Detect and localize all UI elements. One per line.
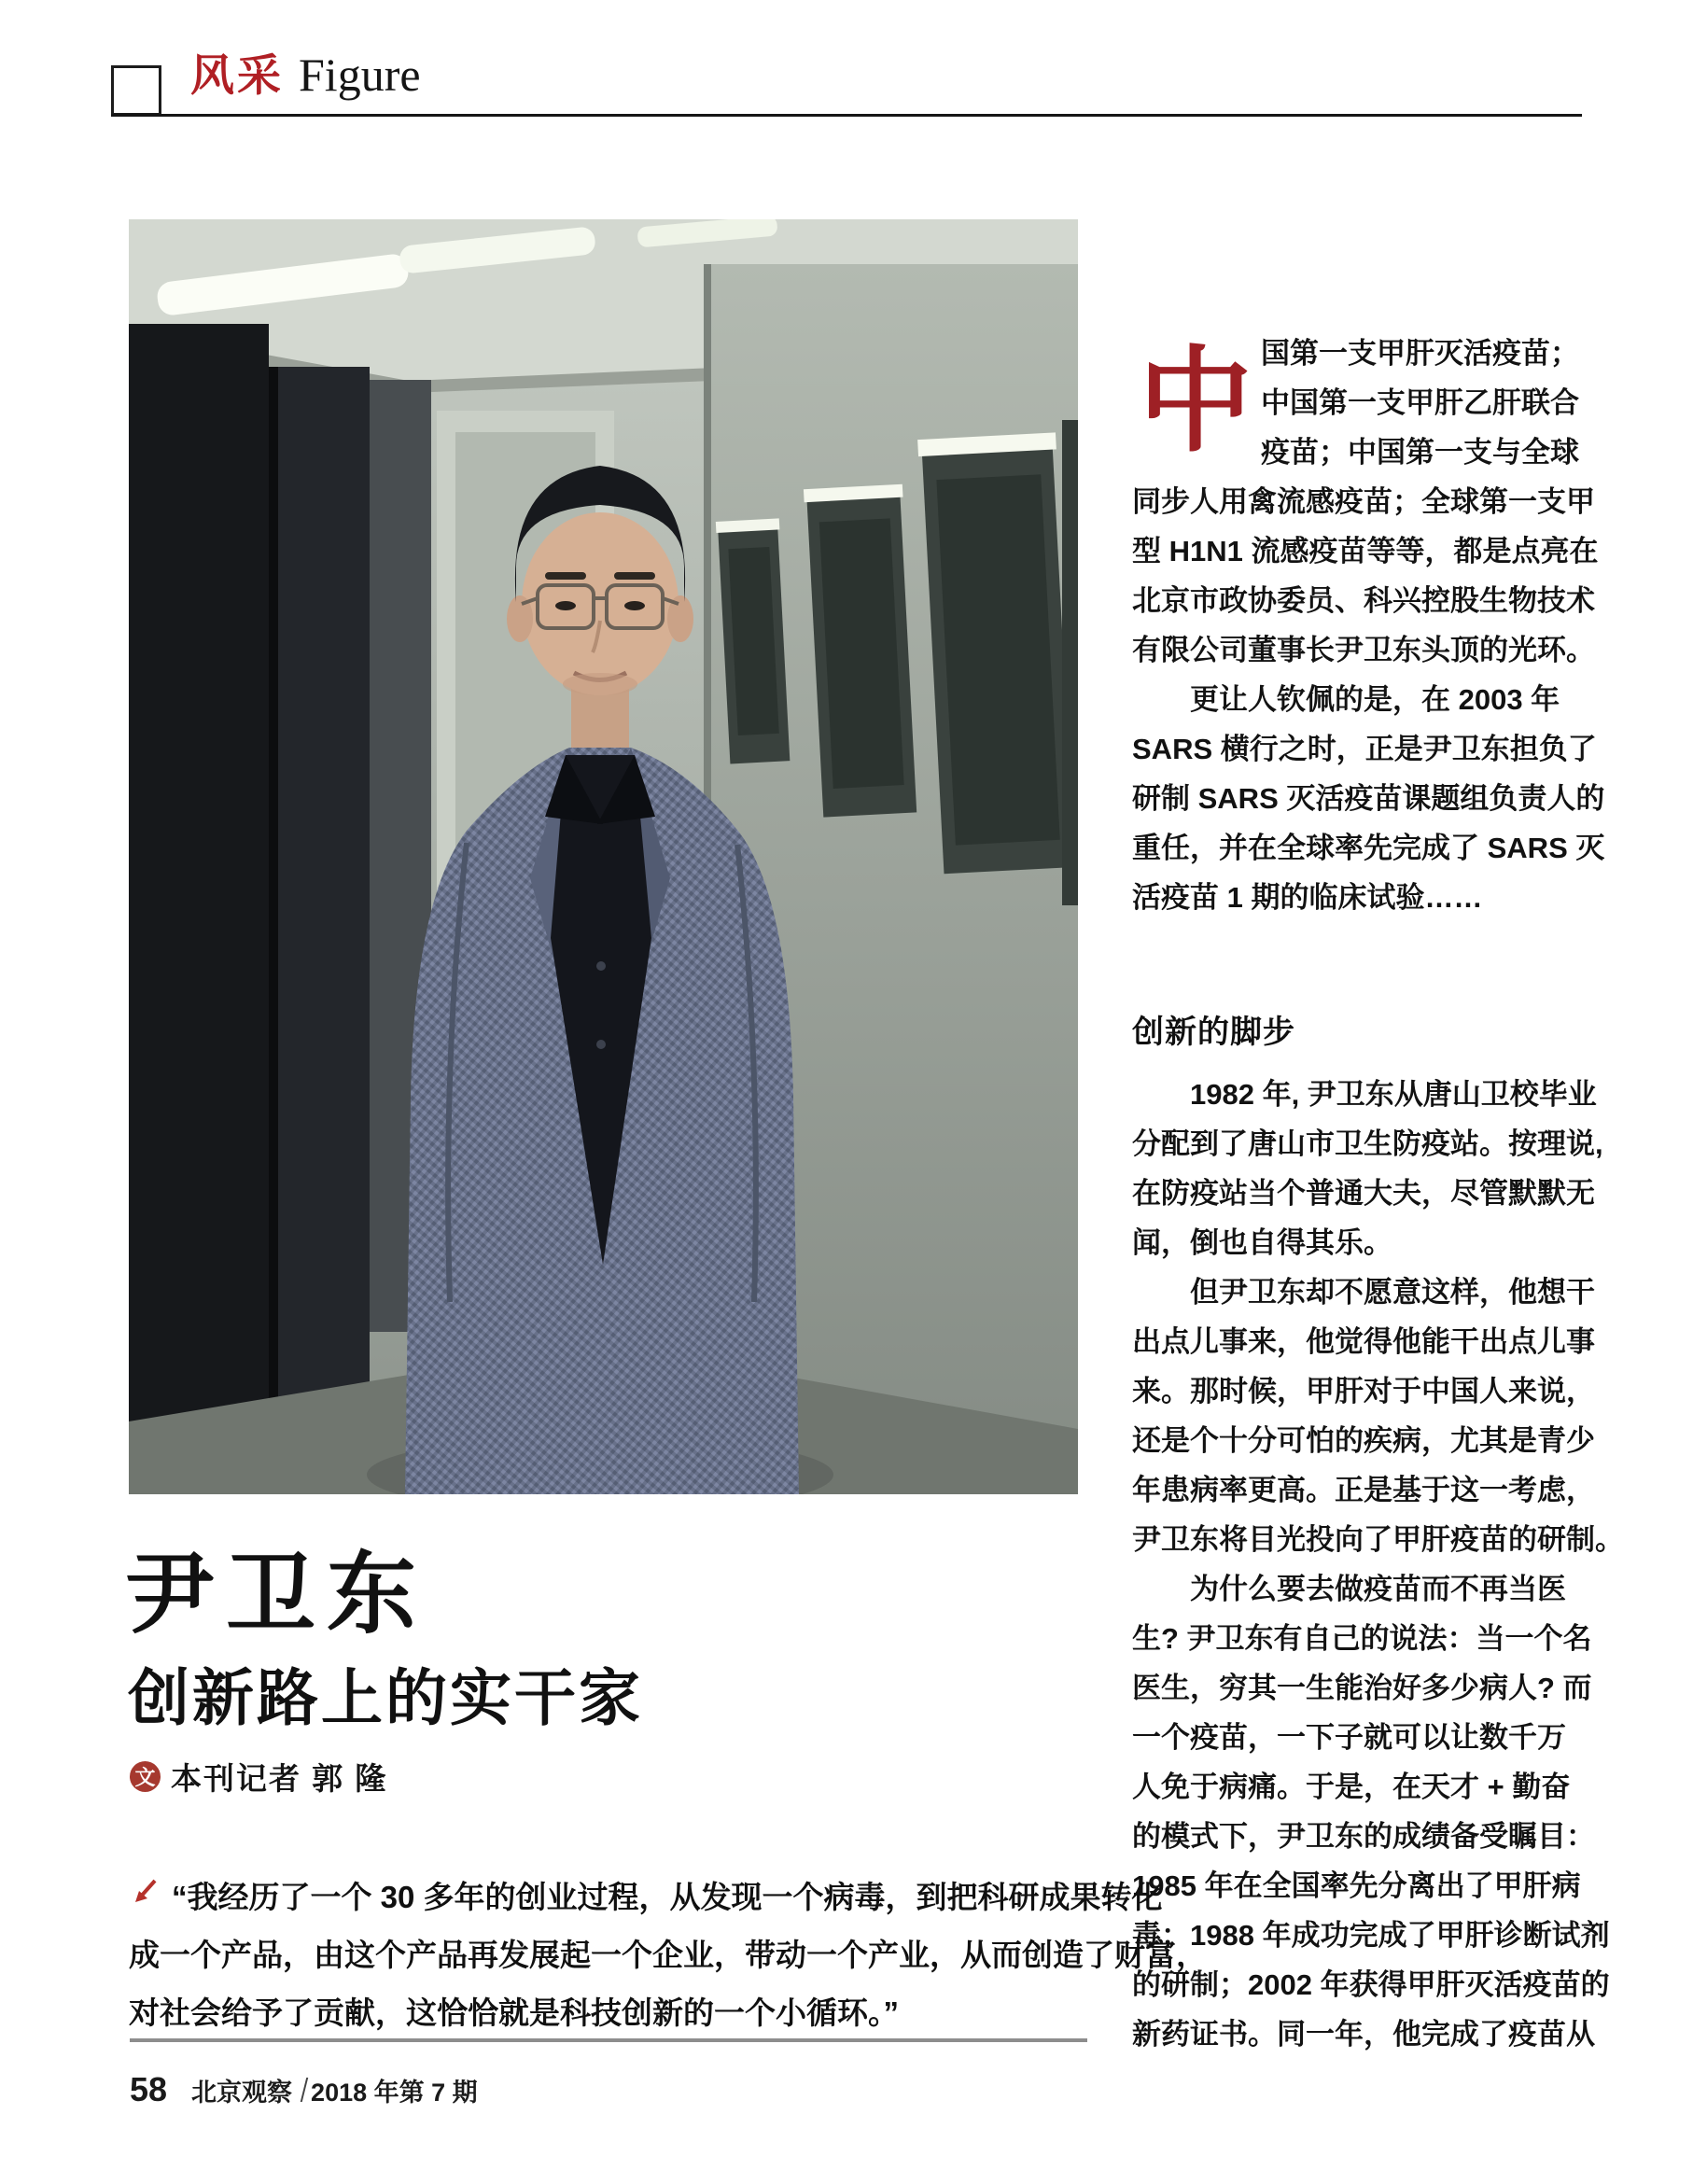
body-text-line: 毒；1988 年成功完成了甲肝诊断试剂: [1132, 1919, 1610, 1952]
intro-text-line: 北京市政协委员、科兴控股生物技术: [1132, 584, 1595, 617]
body-text-line: 的模式下，尹卫东的成绩备受瞩目：: [1132, 1820, 1595, 1853]
intro-text-line: 重任，并在全球率先完成了 SARS 灭: [1132, 832, 1605, 864]
intro-text-line: 研制 SARS 灭活疫苗课题组负责人的: [1132, 782, 1605, 815]
body-text-line: 尹卫东将目光投向了甲肝疫苗的研制。: [1132, 1523, 1624, 1556]
intro-text-line: 更让人钦佩的是，在 2003 年: [1132, 683, 1560, 716]
intro-text-line: SARS 横行之时，正是尹卫东担负了: [1132, 733, 1597, 765]
byline-wen-icon: 文: [130, 1761, 161, 1792]
body-text-line: 年患病率更高。正是基于这一考虑，: [1132, 1474, 1595, 1506]
intro-text-line: 中国第一支甲肝乙肝联合: [1261, 386, 1579, 419]
body-text-line: 的研制；2002 年获得甲肝灭活疫苗的: [1132, 1968, 1610, 2001]
body-text-line: 闻，倒也自得其乐。: [1132, 1226, 1392, 1259]
intro-text-line: 有限公司董事长尹卫东头顶的光环。: [1132, 634, 1595, 666]
quote-text-line: 对社会给予了贡献，这恰恰就是科技创新的一个小循环。”: [129, 1995, 899, 2030]
byline: [130, 1755, 387, 1799]
byline-text: 本刊记者 郭 隆: [171, 1761, 388, 1796]
intro-text-line: 同步人用禽流感疫苗；全球第一支甲: [1132, 485, 1595, 518]
dropcap-character: 中: [1139, 338, 1252, 465]
body-text-line: 1982 年, 尹卫东从唐山卫校毕业: [1132, 1078, 1597, 1111]
body-text-line: 出点儿事来，他觉得他能干出点儿事: [1132, 1325, 1595, 1358]
body-text-line: 医生，穷其一生能治好多少病人? 而: [1132, 1672, 1592, 1704]
intro-text-line: 国第一支甲肝灭活疫苗；: [1261, 337, 1579, 370]
body-paragraphs: [1132, 1070, 1624, 2059]
portrait-photo-graphic: [129, 219, 1078, 1494]
section-title-english: Figure: [299, 49, 421, 101]
body-text-line: 新药证书。同一年，他完成了疫苗从: [1132, 2018, 1595, 2051]
article-title: 尹卫东: [125, 1545, 427, 1645]
body-text-line: 来。那时候，甲肝对于中国人来说，: [1132, 1375, 1595, 1407]
body-text-line: 1985 年在全国率先分离出了甲肝病: [1132, 1869, 1581, 1902]
magazine-name: 北京观察: [191, 2079, 293, 2107]
body-text-line: 一个疫苗，一下子就可以让数千万: [1132, 1721, 1566, 1754]
pull-quote: [129, 1869, 1207, 2042]
quote-divider-rule: [130, 2038, 1087, 2042]
intro-text-line: 疫苗；中国第一支与全球: [1261, 436, 1579, 469]
body-text-line: 但尹卫东却不愿意这样，他想干: [1132, 1276, 1595, 1309]
page-footer: [130, 2070, 478, 2109]
body-text-line: 生? 尹卫东有自己的说法：当一个名: [1132, 1622, 1592, 1655]
issue-label: 2018 年第 7 期: [311, 2079, 478, 2107]
body-text-line: 人免于病痛。于是，在天才 + 勤奋: [1132, 1771, 1571, 1803]
section-header: [190, 41, 421, 104]
section-heading: 创新的脚步: [1132, 1015, 1295, 1050]
article-subtitle: 创新路上的实干家: [128, 1663, 643, 1732]
section-title-chinese: 风采: [190, 50, 284, 100]
intro-text-line: 型 H1N1 流感疫苗等等，都是点亮在: [1132, 535, 1599, 567]
body-text-line: 分配到了唐山市卫生防疫站。按理说,: [1132, 1127, 1603, 1160]
quote-text-line: “我经历了一个 30 多年的创业过程，从发现一个病毒，到把科研成果转化: [172, 1880, 1163, 1914]
page-number: 58: [130, 2070, 168, 2108]
header-rule: [111, 114, 1582, 117]
section-marker-box: [111, 65, 161, 116]
intro-paragraph: [1132, 329, 1605, 922]
body-text-line: 还是个十分可怕的疾病，尤其是青少: [1132, 1424, 1595, 1457]
body-text-line: 在防疫站当个普通大夫，尽管默默无: [1132, 1177, 1595, 1210]
body-text-line: 为什么要去做疫苗而不再当医: [1132, 1573, 1566, 1605]
portrait-photo: [129, 219, 1078, 1494]
intro-text-line: 活疫苗 1 期的临床试验……: [1132, 881, 1483, 914]
quote-text-line: 成一个产品，由这个产品再发展起一个企业，带动一个产业，从而创造了财富，: [129, 1938, 1207, 1972]
footer-separator: [301, 2078, 308, 2102]
